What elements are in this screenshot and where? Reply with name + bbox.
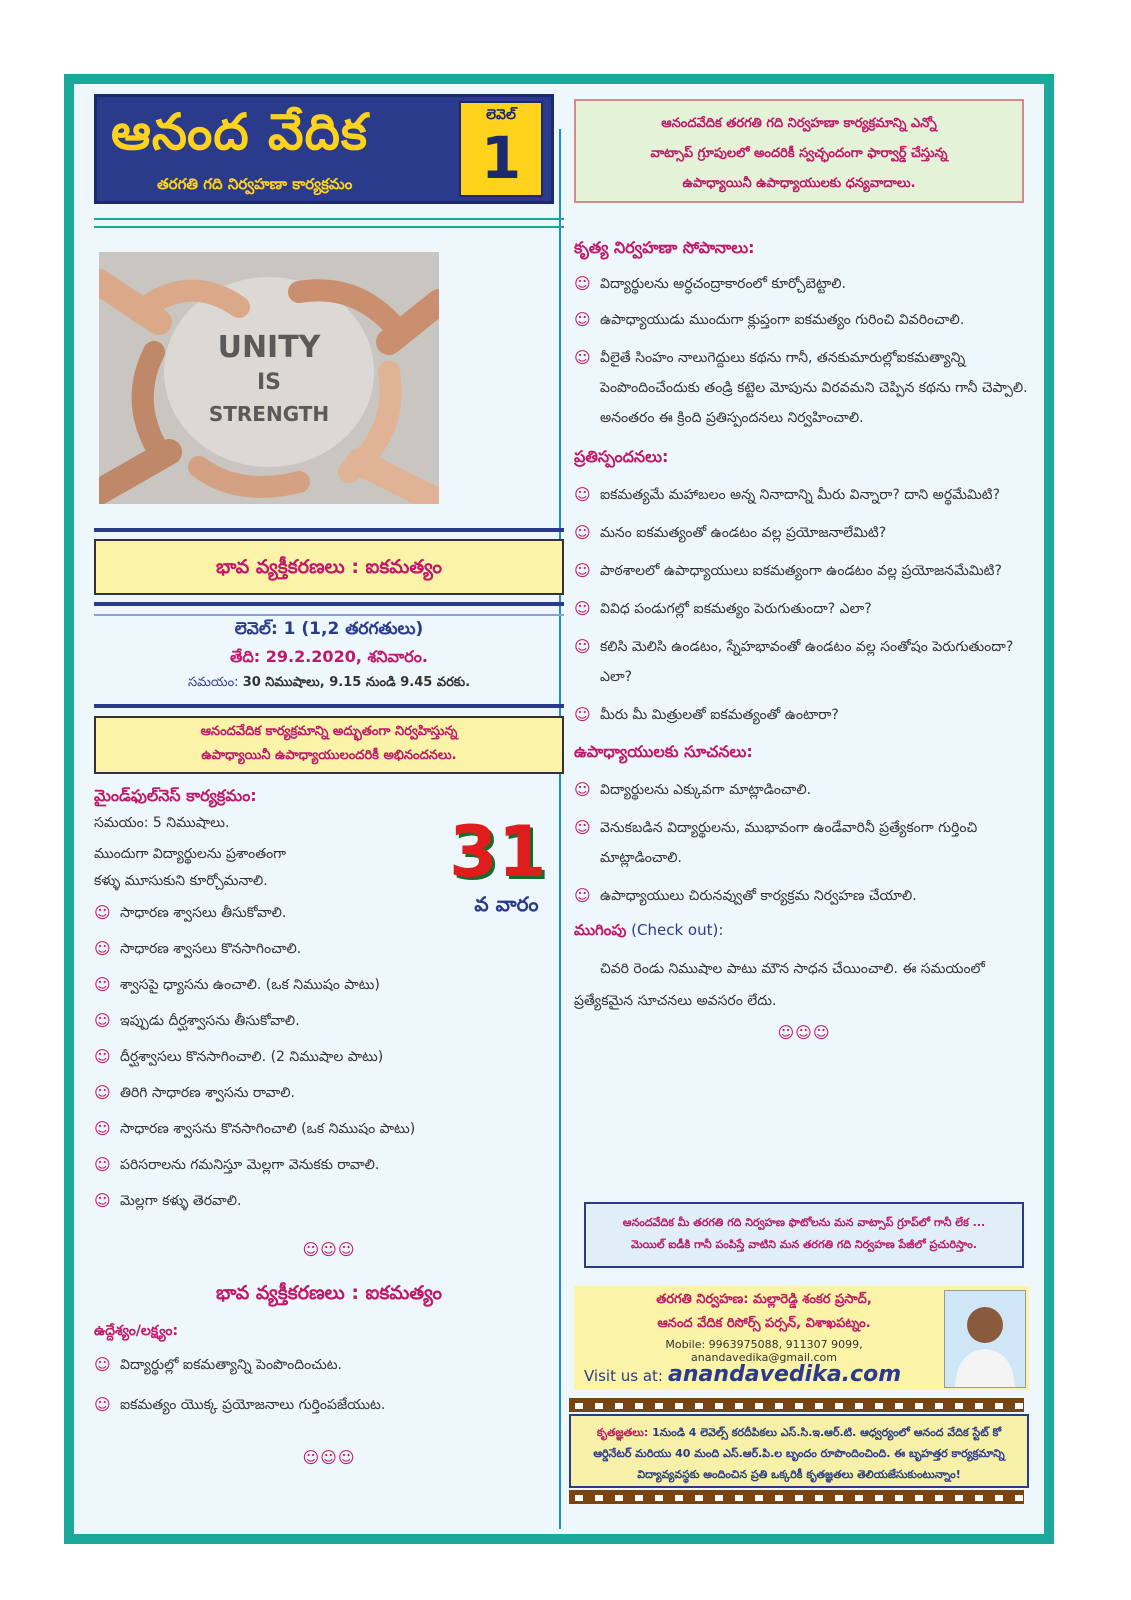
congrats-line-1: ఆనందవేదిక కార్యక్రమాన్ని అద్భుతంగా నిర్వహిస్తున్న <box>200 724 458 739</box>
list-item: ☺ సాధారణ శ్వాసను కొనసాగించాలి (ఒక నిముషం పాటు) <box>94 1116 514 1142</box>
smiley-icon: ☺ <box>94 1355 111 1374</box>
list-item: ☺ పాఠశాలలో ఉపాధ్యాయులు ఐకమత్యంగా ఉండటం వల్ల ప్రయోజనమేమిటి? <box>574 556 1034 586</box>
right-content <box>574 238 1034 1042</box>
list-item: ☺ విద్యార్థుల్లో ఐకమత్యాన్ని పెంపొందించుట. <box>94 1352 564 1378</box>
list-item: ☺ కలిసి మెలిసి ఉండటం, స్నేహభావంతో ఉండటం వల్ల సంతోషం పెరుగుతుందా? ఎలా? <box>574 632 1034 692</box>
week-number: 31 <box>449 811 547 893</box>
checkout-heading-en: (Check out): <box>626 921 724 939</box>
list-item: ☺ ఐకమత్యమే మహాబలం అన్న నినాదాన్ని మీరు విన్నారా? దాని అర్థమేమిటి? <box>574 480 1034 510</box>
smiley-icon: ☺ <box>574 637 591 656</box>
mindfulness-section <box>94 786 454 1224</box>
photo-box-line-1: ఆనందవేదిక మీ తరగతి గది నిర్వహణ ఫొటోలను మన వాట్సాప్ గ్రూప్‌లో గానీ లేక ... <box>622 1216 986 1229</box>
checkout-heading <box>574 921 1034 943</box>
film-strip <box>569 1490 1024 1504</box>
session-meta <box>94 619 564 693</box>
list-item: ☺ విద్యార్థులను ఎక్కువగా మాట్లాడించాలి. <box>574 775 1034 805</box>
expression-section <box>94 1282 564 1418</box>
list-item: ☺ ఉపాధ్యాయులు చిరునవ్వుతో కార్యక్రమ నిర్వహణ చేయాలి. <box>574 881 1034 911</box>
date-info: తేది: 29.2.2020, శనివారం. <box>230 647 428 666</box>
photo-text-is: IS <box>256 370 282 395</box>
list-item: ☺ తిరిగి సాధారణ శ్వాసను రావాలి. <box>94 1080 514 1106</box>
list-item: ☺ మెల్లగా కళ్ళు తెరవాలి. <box>94 1188 514 1214</box>
website-line <box>584 1362 901 1387</box>
smiley-divider: ☺☺☺ <box>302 1240 356 1259</box>
teachers-list <box>574 775 1034 911</box>
smiley-divider: ☺☺☺ <box>777 1023 831 1042</box>
thanks-box <box>574 99 1024 203</box>
divider <box>94 602 564 616</box>
photo-text-strength: STRENGTH <box>208 402 330 426</box>
smiley-icon: ☺ <box>94 1047 111 1066</box>
smiley-icon: ☺ <box>574 485 591 504</box>
theme-box <box>94 539 564 595</box>
smiley-icon: ☺ <box>94 975 111 994</box>
film-strip-holes <box>569 1491 1024 1505</box>
credits-label: కృతజ్ఞతలు: <box>596 1426 649 1439</box>
smiley-icon: ☺ <box>574 310 591 329</box>
credits-text <box>579 1422 1019 1485</box>
mindfulness-heading: మైండ్‌ఫుల్‌నెస్ కార్యక్రమం: <box>94 786 257 805</box>
level-info: లెవెల్: 1 (1,2 తరగతులు) <box>234 619 424 639</box>
contact-line-1: తరగతి నిర్వహణ: మల్లారెడ్డి శంకర ప్రసాద్, <box>656 1292 872 1307</box>
smiley-icon: ☺ <box>94 1011 111 1030</box>
mindfulness-intro-1: ముందుగా విద్యార్థులను ప్రశాంతంగా <box>94 846 287 862</box>
checkout-text: చివరి రెండు నిముషాల పాటు మౌన సాధన చేయించాలి. ఈ సమయంలో ప్రత్యేకమైన సూచనలు అవసరం లేదు. <box>574 961 985 1009</box>
contact-line-2: ఆనంద వేదిక రిసోర్స్ పర్సన్, విశాఖపట్నం. <box>657 1316 871 1331</box>
mindfulness-steps <box>94 900 514 1214</box>
time-info <box>94 675 564 693</box>
masthead-title: ఆనంద వేదిక <box>111 103 369 161</box>
congrats-box <box>94 716 564 774</box>
website-link[interactable]: anandavedika.com <box>668 1362 902 1387</box>
smiley-icon: ☺ <box>94 1191 111 1210</box>
photo-submission-box <box>584 1202 1024 1268</box>
smiley-icon: ☺ <box>94 903 111 922</box>
level-number: 1 <box>480 124 522 192</box>
smiley-icon: ☺ <box>574 348 591 367</box>
divider <box>94 218 564 228</box>
thanks-line-2: వాట్సాప్ గ్రూపులలో అందరికీ స్వచ్ఛందంగా ఫార్వార్డ్ చేస్తున్న <box>650 146 948 161</box>
checkout-heading-te: ముగింపు <box>574 921 627 939</box>
responses-heading: ప్రతిస్పందనలు: <box>574 447 669 466</box>
mindfulness-intro-2: కళ్ళు మూసుకుని కూర్చోమనాలి. <box>94 873 268 889</box>
smiley-icon: ☺ <box>574 523 591 542</box>
list-item: ☺ వీలైతే సింహం నాలుగెద్దులు కథను గానీ, తనకుమారుల్లోఐకమత్యాన్ని పెంపొందించేందుకు తండ్రి కట్టెల మోపును విరవమని చెప్పిన కథను గానీ చెప్పాలి. అనంతరం ఈ క్రింది ప్రతిస్పందనలు నిర్వహించాలి. <box>574 343 1034 433</box>
list-item: ☺ సాధారణ శ్వాసలు కొనసాగించాలి. <box>94 936 514 962</box>
contact-text <box>584 1292 944 1364</box>
steps-heading: కృత్య నిర్వహణా సోపానాలు: <box>574 238 755 257</box>
smiley-icon: ☺ <box>94 1155 111 1174</box>
list-item: ☺ ఇప్పుడు దీర్ఘశ్వాసను తీసుకోవాలి. <box>94 1008 514 1034</box>
film-strip <box>569 1398 1024 1412</box>
week-label: వ వారం <box>474 892 539 916</box>
smiley-icon: ☺ <box>94 1395 111 1414</box>
smiley-icon: ☺ <box>94 939 111 958</box>
list-item: ☺ వెనుకబడిన విద్యార్థులను, ముభావంగా ఉండేవారినీ ప్రత్యేకంగా గుర్తించి మాట్లాడించాలి. <box>574 813 1034 873</box>
time-value: 30 నిముషాలు, 9.15 నుండి 9.45 వరకు. <box>242 675 471 690</box>
list-item: ☺ వివిధ పండుగల్లో ఐకమత్యం పెరుగుతుందా? ఎలా? <box>574 594 1034 624</box>
smiley-icon: ☺ <box>574 886 591 905</box>
mindfulness-time: సమయం: 5 నిముషాలు. <box>94 815 230 831</box>
responses-list <box>574 480 1034 730</box>
list-item: ☺ మనం ఐకమత్యంతో ఉండటం వల్ల ప్రయోజనాలేమిటి? <box>574 518 1034 548</box>
time-label: సమయం: <box>187 675 239 690</box>
week-badge <box>449 812 564 921</box>
masthead <box>94 94 554 204</box>
credits-body: 1నుండి 4 లెవెల్స్ కరదీపికలు ఎస్.సి.ఇ.ఆర్.టి. ఆధ్వర్యంలో ఆనంద వేదిక స్టేట్ కో ఆర్డినేటర్ మరియు 40 మంది ఎస్.ఆర్.పి.ల బృందం రూపొందించింది. ఈ బృహత్తర కార్యక్రమాన్ని విద్యావ్యవస్థకు అందించిన ప్రతి ఒక్కరికీ కృతజ్ఞతలు తెలియజేసుకుంటున్నాం! <box>593 1426 1005 1481</box>
smiley-icon: ☺ <box>574 705 591 724</box>
person-icon <box>945 1291 1025 1387</box>
photo-box-line-2: మెయిల్ ఐడీకి గానీ పంపిస్తే వాటిని మన తరగతి గది నిర్వహణ పేజీలో ప్రచురిస్తాం. <box>631 1238 977 1251</box>
smiley-icon: ☺ <box>94 1119 111 1138</box>
avatar <box>944 1290 1026 1388</box>
list-item: ☺ విద్యార్థులను అర్ధచంద్రాకారంలో కూర్చోబెట్టాలి. <box>574 271 1034 297</box>
theme-title: భావ వ్యక్తీకరణలు : ఐకమత్యం <box>215 556 442 578</box>
smiley-icon: ☺ <box>574 561 591 580</box>
teachers-heading: ఉపాధ్యాయులకు సూచనలు: <box>574 742 753 761</box>
smiley-icon: ☺ <box>574 818 591 837</box>
level-word: లెవెల్ <box>486 107 516 123</box>
contact-card <box>574 1286 1029 1390</box>
section2-heading: భావ వ్యక్తీకరణలు : ఐకమత్యం <box>215 1282 442 1304</box>
objective-heading: ఉద్దేశ్యం/లక్ష్యం: <box>94 1323 179 1339</box>
list-item: ☺ శ్వాసపై ధ్యాసను ఉంచాలి. (ఒక నిముషం పాటు) <box>94 972 514 998</box>
steps-list <box>574 271 1034 433</box>
masthead-subtitle: తరగతి గది నిర్వహణా కార్యక్రమం <box>157 175 353 193</box>
list-item: ☺ దీర్ఘశ్వాసలు కొనసాగించాలి. (2 నిముషాల పాటు) <box>94 1044 514 1070</box>
contact-mobile: Mobile: 9963975088, 911307 9099, <box>665 1338 863 1351</box>
list-item: ☺ పరిసరాలను గమనిస్తూ మెల్లగా వెనుకకు రావాలి. <box>94 1152 514 1178</box>
list-item: ☺ మీరు మీ మిత్రులతో ఐకమత్యంతో ఉంటారా? <box>574 700 1034 730</box>
smiley-icon: ☺ <box>574 274 591 293</box>
credits-box <box>569 1414 1029 1488</box>
unity-photo <box>99 252 439 504</box>
photo-text-unity: UNITY <box>217 330 321 365</box>
smiley-icon: ☺ <box>94 1083 111 1102</box>
objective-list <box>94 1352 564 1418</box>
smiley-icon: ☺ <box>574 599 591 618</box>
congrats-line-2: ఉపాధ్యాయినీ ఉపాధ్యాయులందరికీ అభినందనలు. <box>201 748 457 763</box>
list-item: ☺ సాధారణ శ్వాసలు తీసుకోవాలి. <box>94 900 514 926</box>
thanks-line-3: ఉపాధ్యాయినీ ఉపాధ్యాయులకు ధన్యవాదాలు. <box>682 176 916 191</box>
smiley-icon: ☺ <box>574 780 591 799</box>
smiley-divider: ☺☺☺ <box>302 1448 356 1467</box>
list-item: ☺ ఐకమత్యం యొక్క ప్రయోజనాలు గుర్తింపజేయుట. <box>94 1392 564 1418</box>
list-item: ☺ ఉపాధ్యాయుడు ముందుగా క్లుప్తంగా ఐకమత్యం గురించి వివరించాలి. <box>574 307 1034 333</box>
visit-label: Visit us at: <box>584 1367 663 1385</box>
thanks-line-1: ఆనందవేదిక తరగతి గది నిర్వహణా కార్యక్రమాన్ని ఎన్నో <box>661 116 937 131</box>
page-frame <box>64 74 1054 1544</box>
level-box <box>459 101 543 197</box>
film-strip-holes <box>569 1399 1024 1413</box>
contact-email: anandavedika@gmail.com <box>691 1351 837 1364</box>
